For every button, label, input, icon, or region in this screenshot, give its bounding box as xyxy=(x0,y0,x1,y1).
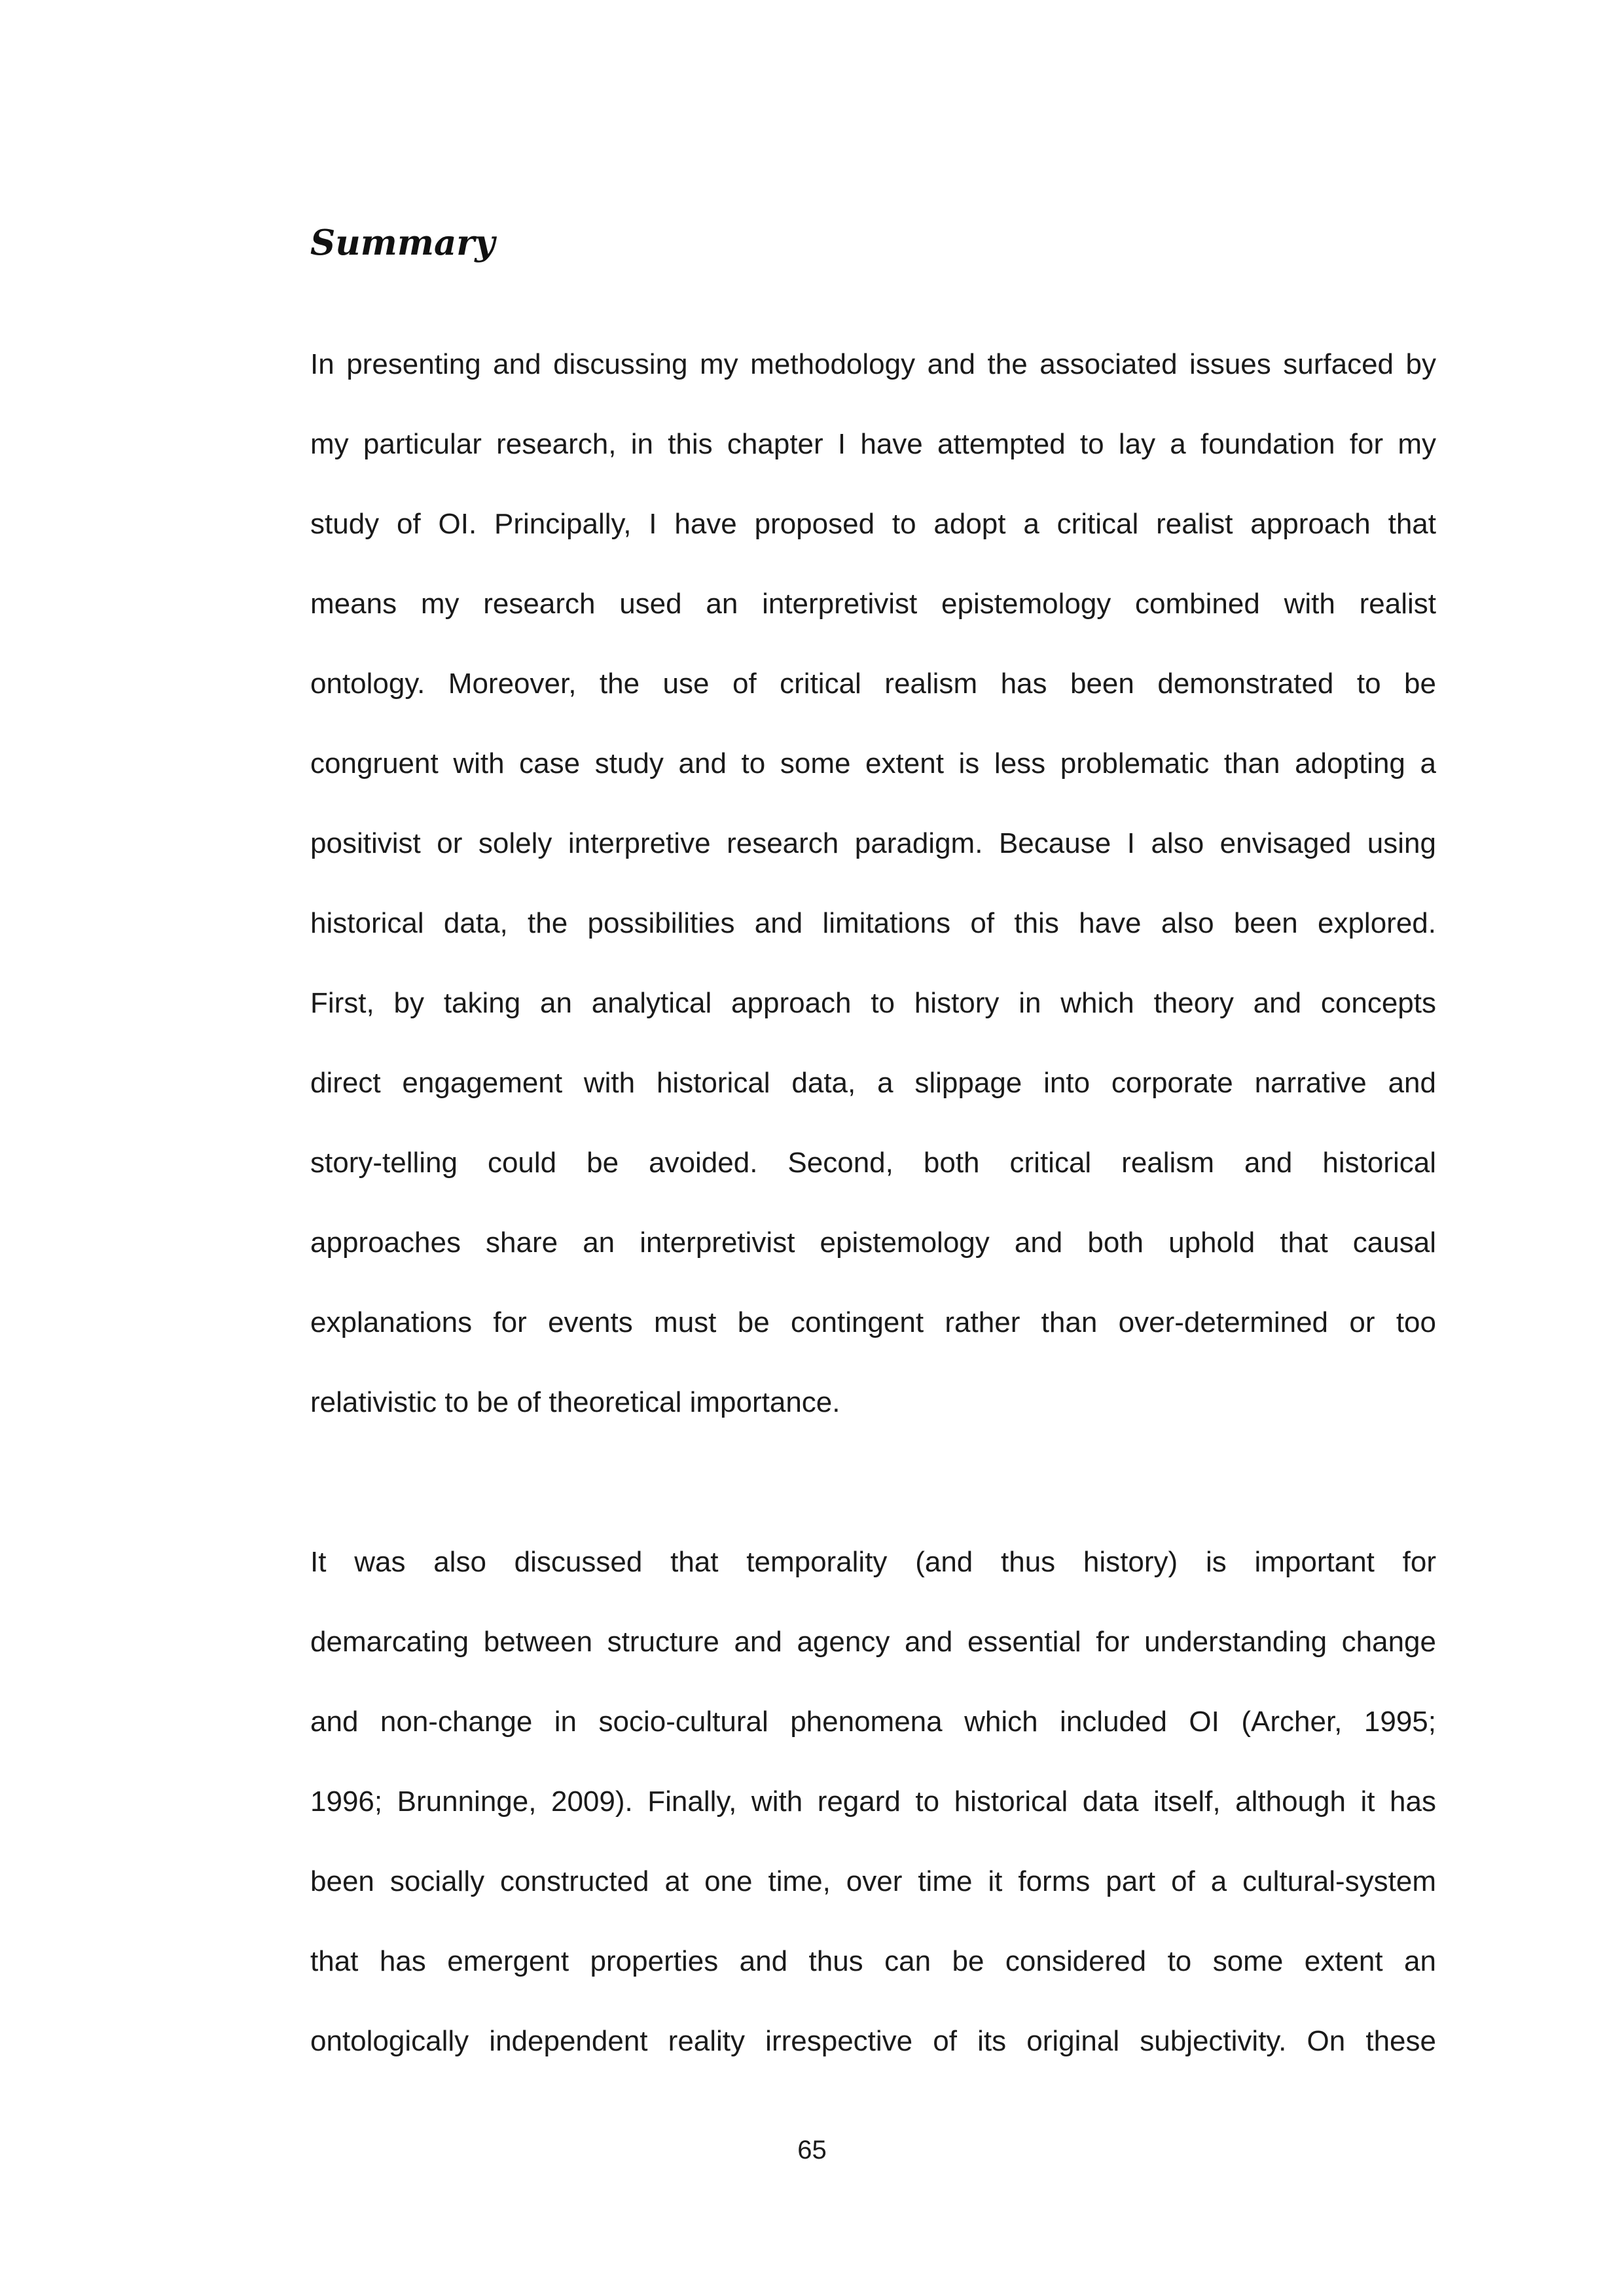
text-line: relativistic to be of theoretical importance. xyxy=(310,1386,840,1418)
text-line: historical data, the possibilities and limitations of this have also been explored. xyxy=(310,907,1436,939)
text-line: positivist or solely interpretive research paradigm. Because I also envisaged using xyxy=(310,827,1436,859)
text-line: that has emergent properties and thus can be considered to some extent an xyxy=(310,1945,1436,1977)
text-line: story-telling could be avoided. Second, both critical realism and historical xyxy=(310,1147,1436,1179)
text-line: congruent with case study and to some extent is less problematic than adopting a xyxy=(310,747,1436,780)
text-line: been socially constructed at one time, over time it forms part of a cultural-system xyxy=(310,1865,1436,1897)
text-line: study of OI. Principally, I have proposed to adopt a critical realist approach that xyxy=(310,508,1436,540)
page-number: 65 xyxy=(797,2136,827,2164)
text-line: and non-change in socio-cultural phenomena which included OI (Archer, 1995; xyxy=(310,1706,1436,1738)
text-line: explanations for events must be contingent rather than over-determined or too xyxy=(310,1306,1436,1338)
text-line: It was also discussed that temporality (and thus history) is important for xyxy=(310,1546,1436,1578)
section-heading: Summary xyxy=(310,223,496,263)
text-line: ontologically independent reality irrespective of its original subjectivity. On these xyxy=(310,2025,1436,2057)
text-line: approaches share an interpretivist epistemology and both uphold that causal xyxy=(310,1227,1436,1259)
text-line: my particular research, in this chapter I have attempted to lay a foundation for my xyxy=(310,428,1436,460)
text-line: ontology. Moreover, the use of critical realism has been demonstrated to be xyxy=(310,668,1436,700)
text-line: direct engagement with historical data, a slippage into corporate narrative and xyxy=(310,1067,1436,1099)
text-line: means my research used an interpretivist epistemology combined with realist xyxy=(310,588,1436,620)
text-line: demarcating between structure and agency and essential for understanding change xyxy=(310,1626,1436,1658)
text-line: First, by taking an analytical approach to history in which theory and concepts xyxy=(310,987,1436,1019)
text-line: 1996; Brunninge, 2009). Finally, with regard to historical data itself, although it has xyxy=(310,1785,1436,1818)
text-line: In presenting and discussing my methodology and the associated issues surfaced by xyxy=(310,348,1436,380)
